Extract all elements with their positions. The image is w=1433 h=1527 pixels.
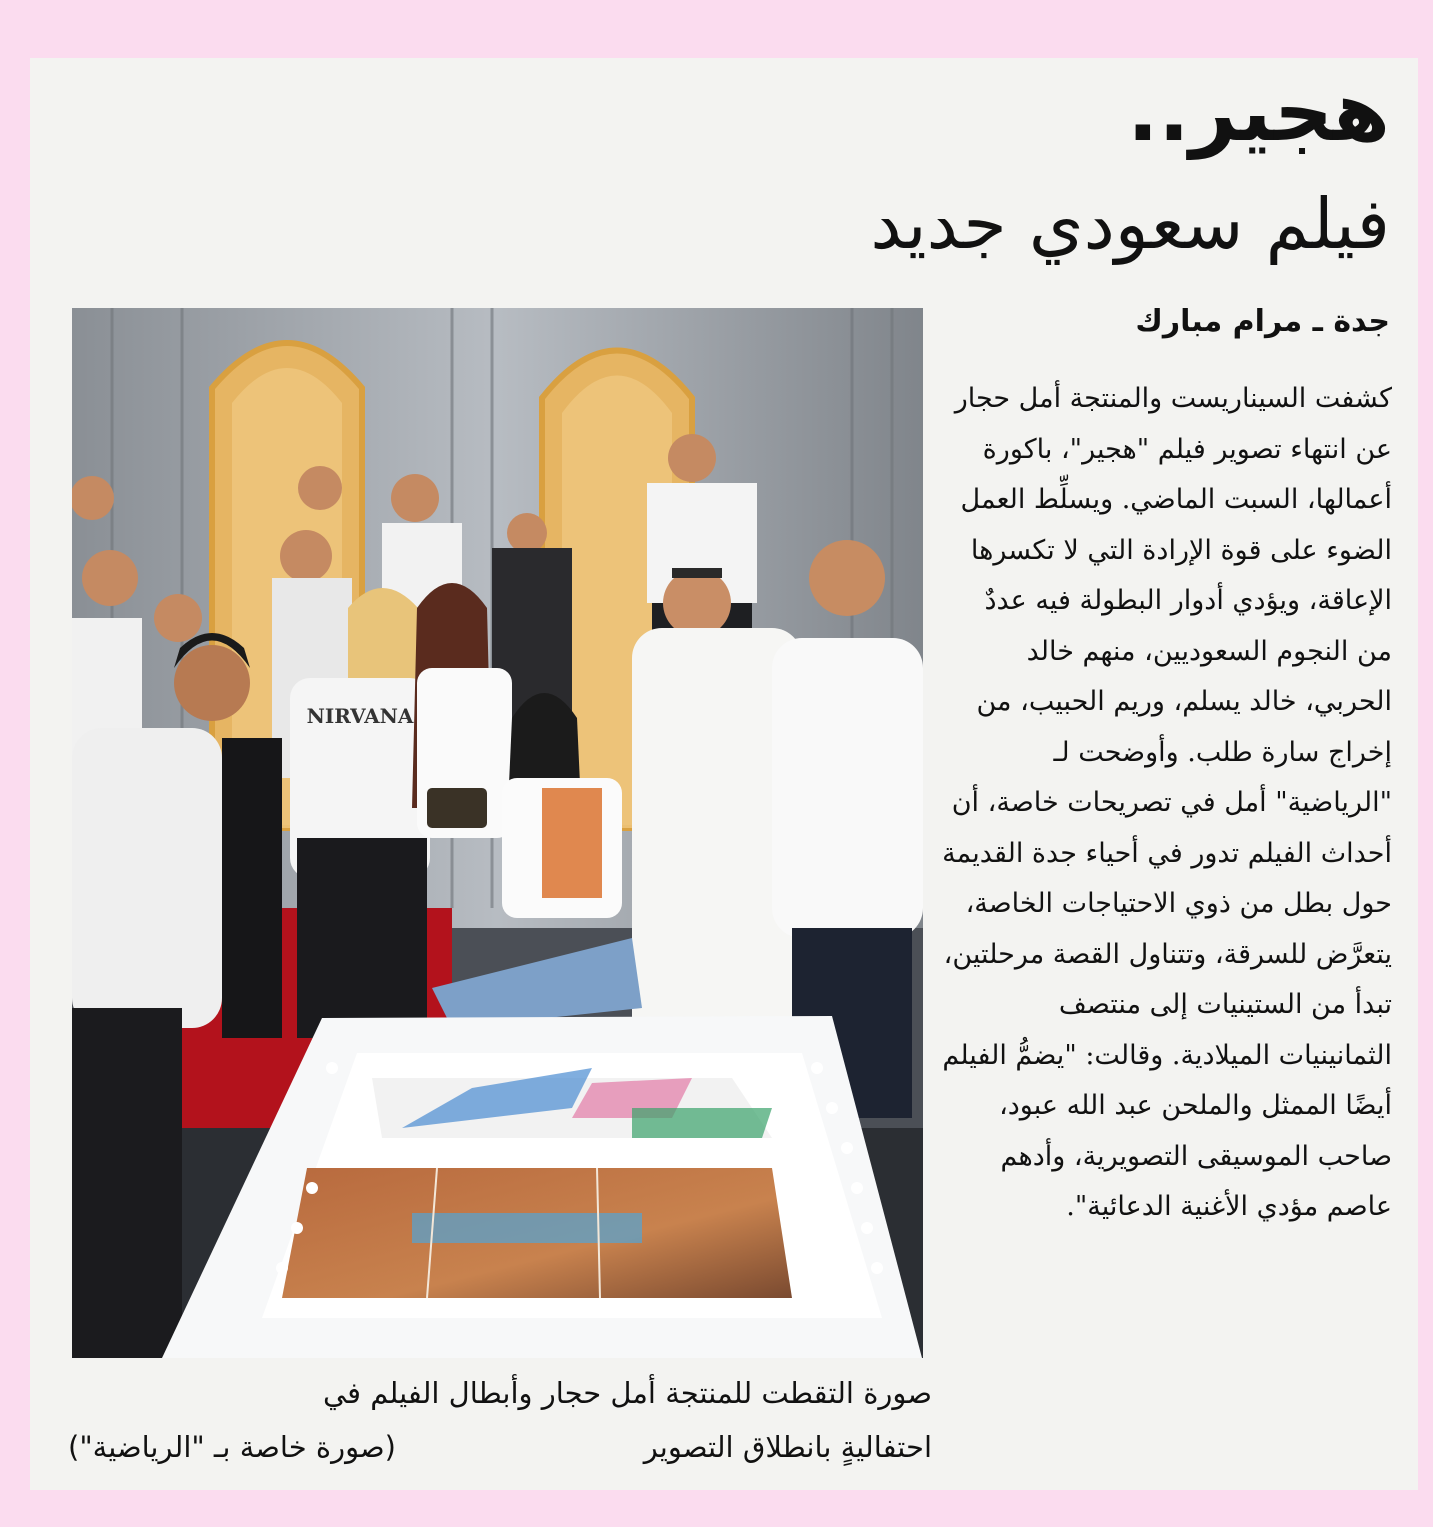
photo-caption-line1: صورة التقطت للمنتجة أمل حجار وأبطال الفيلم في [323,1376,932,1410]
article-body: كشفت السيناريست والمنتجة أمل حجار عن انتهاء تصوير فيلم "هجير"، باكورة أعمالها، السبت الماضي. ويسلِّط العمل الضوء على قوة الإرادة التي لا تكسرها الإعاقة، ويؤدي أدوار البطولة فيه عددٌ من النجوم السعوديين، منهم خالد الحربي، خالد يسلم، وريم الحبيب، من إخراج سارة طلب. وأوضحت لـ "الرياضية" أمل في تصريحات خاصة، أن أحداث الفيلم تدور في أحياء جدة القديمة حول بطل من ذوي الاحتياجات الخاصة، يتعرَّض للسرقة، وتتناول القصة مرحلتين، تبدأ من الستينيات إلى منتصف الثمانينيات الميلادية. وقالت: "يضمُّ الفيلم أيضًا الممثل والملحن عبد الله عبود، صاحب الموسيقى التصويرية، وأدهم عاصم مؤدي الأغنية الدعائية". [942,383,1392,1222]
subheadline: فيلم سعودي جديد [870,183,1390,265]
headline: هجير.. [1127,65,1390,160]
shirt-print: NIRVANA [306,704,414,728]
photo-caption-line2-row [68,1430,932,1464]
photo-credit: (صورة خاصة بـ "الرياضية") [68,1430,396,1464]
byline: جدة ـ مرام مبارك [1135,304,1390,339]
photo-caption-line2: احتفاليةٍ بانطلاق التصوير [643,1430,932,1464]
article-photo [72,308,923,1358]
newspaper-page [30,58,1418,1490]
